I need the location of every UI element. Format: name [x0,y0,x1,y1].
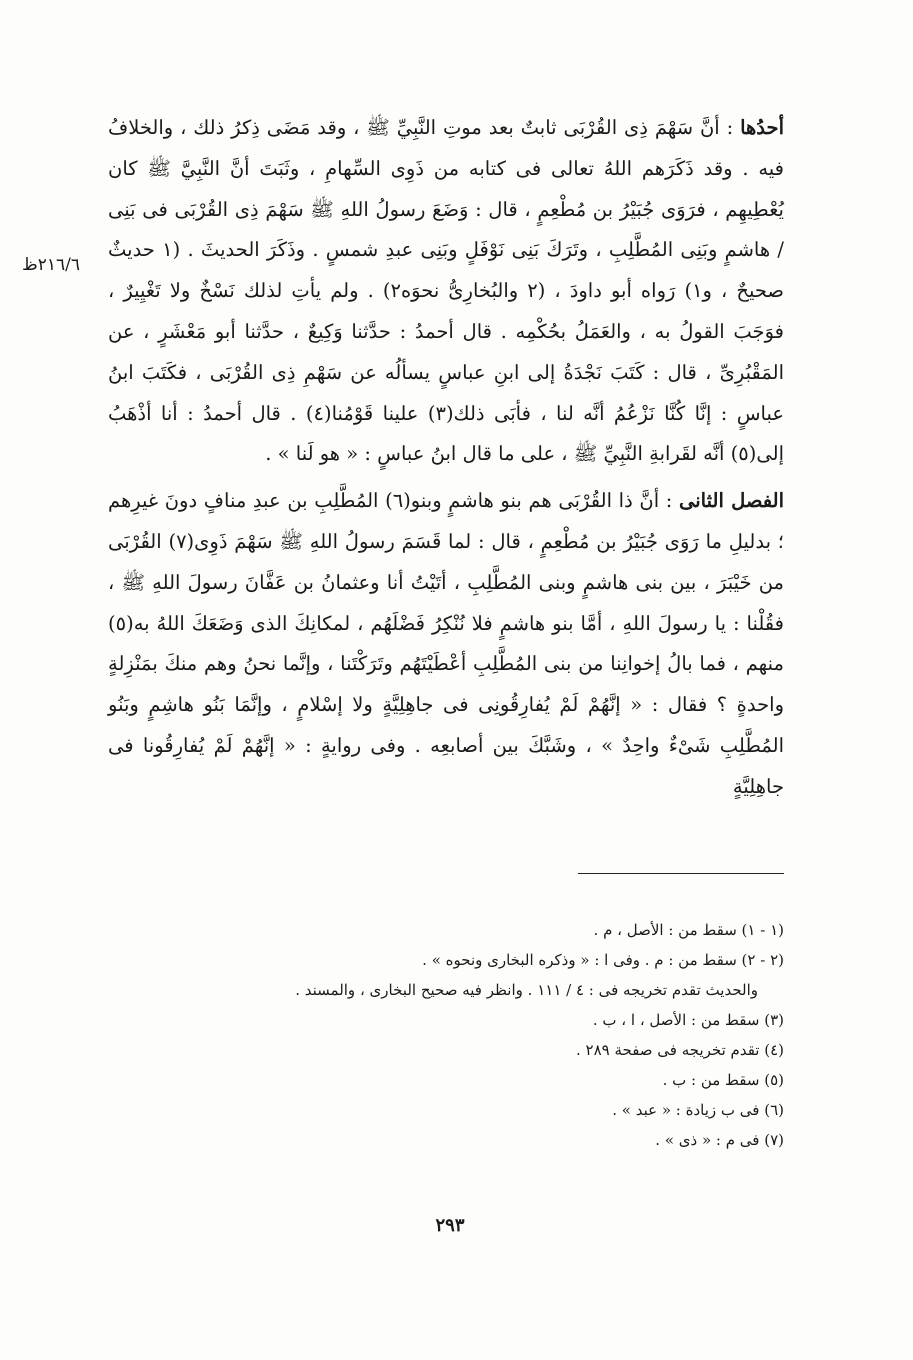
paragraph-body: : أنَّ سَهْمَ ذِى القُرْبَى ثابتٌ بعد موتِ النَّبِيِّ ﷺ ، وقد مَضَى ذِكرُ ذلك ، والخلافُ فيه . وقد ذَكَرَهم اللهُ تعالى فى كتابه من ذَوِى السِّهامِ ، وثَبَتَ أنَّ النَّبِيَّ ﷺ كان يُعْطِيهِم ، فرَوَى جُبَيْرُ بن مُطْعِمٍ ، قال : وَضَعَ رسولُ اللهِ ﷺ سَهْمَ ذِى القُرْبَى فى بَنِى / هاشمٍ وبَنِى المُطَّلِبِ ، وتَرَكَ بَنِى نَوْفَلٍ وبَنِى عبدِ شمسٍ . وذَكَرَ الحديثَ . (١ حديثٌ صحيحٌ ، و١) رَواه أبو داودَ ، (٢ والبُخارِىُّ نحوَه٢) . ولم يأتِ لذلك نَسْخٌ ولا تَغْيِيرٌ ، فوَجَبَ القولُ به ، والعَمَلُ بحُكْمِه . قال أحمدُ : حدَّثنا وَكِيعٌ ، حدَّثنا أبو مَعْشَرٍ ، عن المَقْبُرِىِّ ، قال : كَتَبَ نَجْدَةُ إلى ابنِ عباسٍ يسألُه عن سَهْمِ ذِى القُرْبَى ، فكَتَبَ ابنُ عباسٍ : إنَّا كُنَّا نَزْعُمُ أنَّه لنا ، فأبَى ذلك(٣) علينا قَوْمُنا(٤) . قال أحمدُ : أنا أذْهَبُ إلى(٥) أنَّه لقَرابةِ النَّبِيِّ ﷺ ، على ما قال ابنُ عباسٍ : « هو لَنا » . [108,116,784,466]
paragraph-first-issue [108,108,784,475]
footnotes [180,915,784,1155]
footnote-item: (٢ - ٢) سقط من : م . وفى ا : « وذكره البخارى ونحوه » . [422,951,784,969]
footnote-separator [578,873,784,874]
footnote-item: (٦) فى ب زيادة : « عبد » . [612,1101,784,1119]
footnote-item: (٥) سقط من : ب . [662,1071,784,1089]
footnote-item: (٧) فى م : « ذى » . [655,1131,784,1149]
footnote-item: (٣) سقط من : الأصل ، ا ، ب . [592,1011,784,1029]
footnote-item: (٤) تقدم تخريجه فى صفحة ٢٨٩ . [575,1041,784,1059]
main-text [108,108,784,808]
paragraph-heading: أحدُها [740,116,784,139]
page-number: ٢٩٣ [435,1215,465,1236]
paragraph-second-section [108,481,784,807]
footnote-item: (١ - ١) سقط من : الأصل ، م . [593,921,784,939]
footnote-continuation: والحديث تقدم تخريجه فى : ٤ / ١١١ . وانظر فيه صحيح البخارى ، والمسند . [295,981,758,999]
paragraph-body: : أنَّ ذا القُرْبَى هم بنو هاشمٍ وبنو(٦) المُطَّلِبِ بن عبدِ منافٍ دونَ غيرِهم ؛ بدليلِ ما رَوَى جُبَيْرُ بن مُطْعِمٍ ، قال : لما قَسَمَ رسولُ اللهِ ﷺ سَهْمَ ذَوِى(٧) القُرْبَى من خَيْبَرَ ، بين بنى هاشمٍ وبنى المُطَّلِبِ ، أتَيْتُ أنا وعثمانُ بن عَفَّانَ رسولَ اللهِ ﷺ ، فقُلْنا : يا رسولَ اللهِ ، أمَّا بنو هاشمٍ فلا نُنْكِرُ فَضْلَهُم ، لمكانِكَ الذى وَضَعَكَ اللهُ به(٥) منهم ، فما بالُ إخوانِنا من بنى المُطَّلِبِ أعْطَيْتَهُم وتَرَكْتَنا ، وإنَّما نحنُ وهم منكَ بمَنْزِلةٍ واحدةٍ ؟ فقال : « إنَّهُمْ لَمْ يُفارِقُونِى فى جاهِلِيَّةٍ ولا إسْلامٍ ، وإنَّمَا بَنُو هاشِمٍ وبَنُو المُطَّلِبِ شَىْءٌ واحِدٌ » ، وشَبَّكَ بين أصابعِه . وفى روايةٍ : « إنَّهُمْ لَمْ يُفارِقُونا فى جاهِلِيَّةٍ [108,489,784,798]
section-heading: الفصل الثانى [679,489,784,513]
manuscript-folio-reference: ٢١٦/٦ظ [22,255,80,275]
